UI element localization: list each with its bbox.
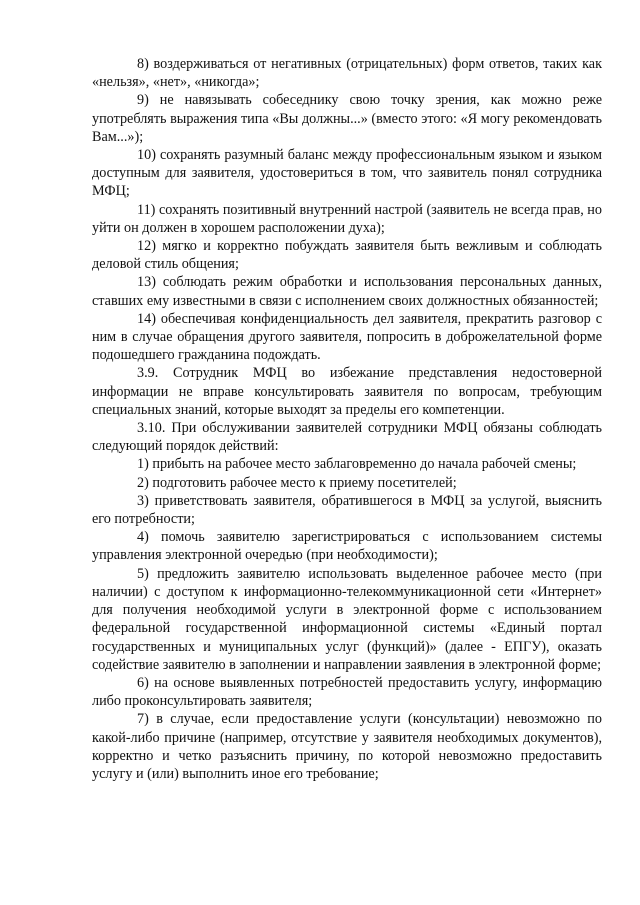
- paragraph-item-13: 13) соблюдать режим обработки и использования персональных данных, ставших ему известными в связи с исполнением своих должностных обязанностей;: [92, 274, 602, 309]
- paragraph-item-10: 10) сохранять разумный баланс между профессиональным языком и языком доступным для заявителя, удостовериться в том, что заявитель понял сотрудника МФЦ;: [92, 147, 602, 200]
- paragraph-item-14: 14) обеспечивая конфиденциальность дел заявителя, прекратить разговор с ним в случае обращения другого заявителя, попросить в доброжелательной форме подошедшего гражданина подождать.: [92, 310, 602, 364]
- paragraph-item-9: 9) не навязывать собеседнику свою точку зрения, как можно реже употреблять выражения типа «Вы должны...» (вместо этого: «Я могу рекомендовать Вам...»);: [92, 92, 602, 145]
- step-item-3: 3) приветствовать заявителя, обратившегося в МФЦ за услугой, выяснить его потребности;: [92, 492, 602, 528]
- step-item-4: 4) помочь заявителю зарегистрироваться с использованием системы управления электронной очередью (при необходимости);: [92, 529, 602, 564]
- document-page: [92, 55, 602, 783]
- section-3-10: 3.10. При обслуживании заявителей сотрудники МФЦ обязаны соблюдать следующий порядок действий:: [92, 420, 602, 455]
- step-item-7: 7) в случае, если предоставление услуги (консультации) невозможно по какой-либо причине (например, отсутствие у заявителя необходимых документов), корректно и четко разъяснить причину, по которой невозможно предоставить услугу и (или) выполнить иное его требование;: [92, 711, 602, 782]
- step-item-6: 6) на основе выявленных потребностей предоставить услугу, информацию либо проконсультировать заявителя;: [92, 674, 602, 710]
- paragraph-item-8: 8) воздерживаться от негативных (отрицательных) форм ответов, таких как «нельзя», «нет», «никогда»;: [92, 56, 602, 91]
- paragraph-item-12: 12) мягко и корректно побуждать заявителя быть вежливым и соблюдать деловой стиль общения;: [92, 238, 602, 273]
- step-item-1: 1) прибыть на рабочее место заблаговременно до начала рабочей смены;: [137, 456, 577, 473]
- step-item-5: 5) предложить заявителю использовать выделенное рабочее место (при наличии) с доступом к информационно-телекоммуникационной сети «Интернет» для получения необходимой услуги в электронной форме с использованием федеральной государственной информационной системы «Единый портал государственных и муниципальных услуг (функций)» (далее - ЕПГУ), оказать содействие заявителю в заполнении и направлении заявления в электронной форме;: [92, 565, 602, 673]
- section-3-9: 3.9. Сотрудник МФЦ во избежание представления недостоверной информации не вправе консультировать заявителя по вопросам, требующим специальных знаний, которые выходят за пределы его компетенции.: [92, 365, 602, 418]
- step-item-2: 2) подготовить рабочее место к приему посетителей;: [137, 474, 457, 491]
- paragraph-item-11: 11) сохранять позитивный внутренний настрой (заявитель не всегда прав, но уйти он должен в хорошем расположении духа);: [92, 201, 602, 236]
